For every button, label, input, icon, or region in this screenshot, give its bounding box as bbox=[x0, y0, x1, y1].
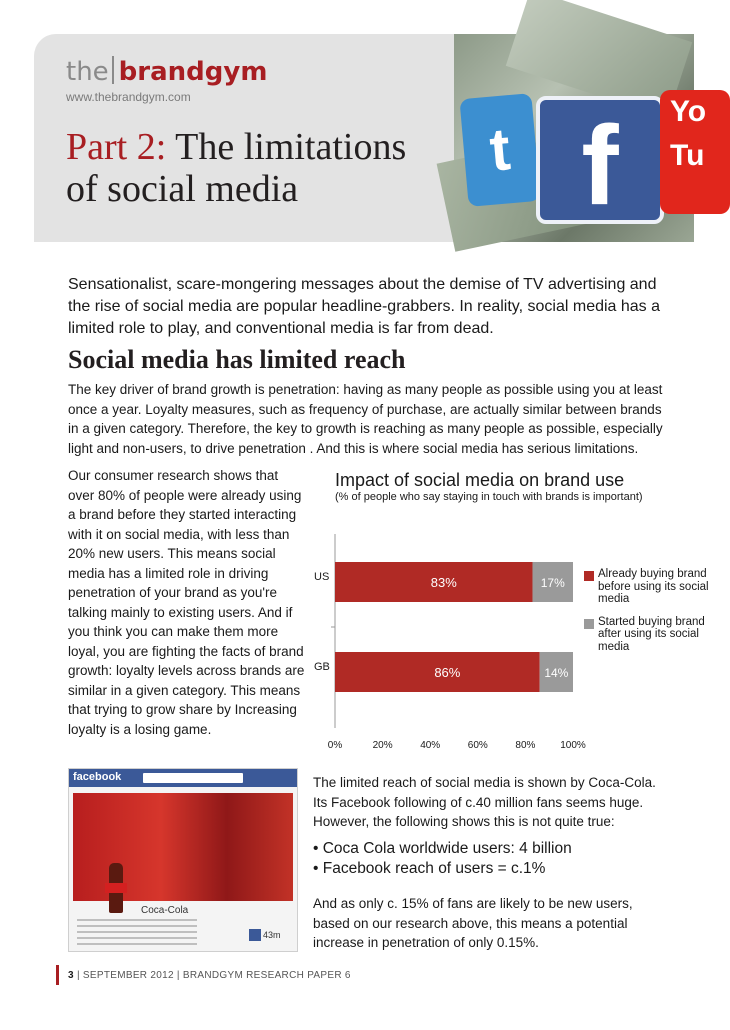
bullet-item: • Facebook reach of users = c.1% bbox=[313, 860, 546, 877]
facebook-wordmark: facebook bbox=[73, 771, 122, 783]
title-line-1: The limitations bbox=[175, 126, 407, 168]
page-footer bbox=[68, 970, 351, 981]
website-url: www.thebrandgym.com bbox=[66, 90, 191, 104]
chart-tick-label: 40% bbox=[420, 740, 441, 751]
chart-data-label: 86% bbox=[434, 665, 461, 680]
brand-use-chart bbox=[300, 514, 600, 754]
legend-label: Started buying brand after using its social media bbox=[598, 615, 705, 653]
chart-tick-label: 60% bbox=[467, 740, 488, 751]
legend-swatch bbox=[584, 571, 594, 581]
facebook-search-box bbox=[143, 773, 243, 783]
facebook-header-bar bbox=[69, 769, 297, 787]
page-number: 3 bbox=[68, 970, 74, 981]
coke-bottle-label bbox=[105, 883, 127, 893]
social-media-money-photo bbox=[454, 34, 707, 242]
lede-paragraph: Sensationalist, scare-mongering messages about the demise of TV advertising and the rise of social media are popular headline-grabbers. In reality, social media has a limited role to play, and conventional media is far from dead. bbox=[68, 276, 661, 337]
footer-text: | SEPTEMBER 2012 | BRANDGYM RESEARCH PAPER 6 bbox=[73, 970, 351, 981]
chart-subtitle: (% of people who say staying in touch with brands is important) bbox=[335, 491, 643, 503]
facebook-likes-count: 43m bbox=[263, 930, 281, 940]
chart-tick-label: 0% bbox=[327, 740, 343, 751]
legend-item bbox=[584, 616, 714, 654]
coca-cola-facebook-screenshot bbox=[68, 768, 298, 952]
legend-label: Already buying brand before using its social media bbox=[598, 568, 709, 605]
chart-data-label: 83% bbox=[430, 575, 457, 590]
footer-rule bbox=[56, 965, 59, 985]
bullet-list bbox=[313, 839, 572, 879]
facebook-page-text bbox=[77, 919, 197, 945]
bullet-item: • Coca Cola worldwide users: 4 billion bbox=[313, 840, 572, 857]
chart-tick-label: 80% bbox=[515, 740, 536, 751]
chart-title: Impact of social media on brand use bbox=[335, 470, 625, 490]
chart-legend bbox=[584, 568, 714, 663]
chart-tick-label: 100% bbox=[560, 740, 586, 751]
title-line-2: of social media bbox=[66, 168, 299, 210]
youtube-icon: Yo Tu bbox=[660, 90, 730, 214]
research-paragraph: Our consumer research shows that over 80% of people were already using a brand before they started interacting with it on social media, with less than 20% new users. This means social media has a limited role in driving penetration of your brand as you're talking mainly to existing users. And if you think you can make them more loyal, you are fighting the facts of brand growth: loyalty levels across brands are similar in a given category. This means that trying to grow share by Increasing loyalty is a losing game. bbox=[68, 468, 305, 737]
facebook-page-name: Coca-Cola bbox=[141, 905, 189, 916]
logo-the: the bbox=[66, 57, 109, 87]
chart-data-label: 17% bbox=[540, 576, 565, 590]
intro-paragraph: The key driver of brand growth is penetration: having as many people as possible using you at least once a year. Loyalty measures, such as frequency of purchase, are actually similar between brands in a given category. Therefore, the key to growth is reaching as many people as possible, especially light and non-users, to drive penetration . And this is where social media has serious limitations. bbox=[68, 382, 663, 456]
chart-data-label: 14% bbox=[544, 666, 569, 680]
closing-paragraph: And as only c. 15% of fans are likely to be new users, based on our research above, this means a potential increase in penetration of only 0.15%. bbox=[313, 896, 633, 950]
header-banner bbox=[34, 34, 707, 242]
title-part-number: Part 2: bbox=[66, 126, 167, 168]
page-title bbox=[66, 126, 406, 210]
section-heading: Social media has limited reach bbox=[68, 345, 406, 374]
legend-swatch bbox=[584, 619, 594, 629]
legend-item bbox=[584, 568, 714, 606]
chart-category-label: US bbox=[314, 571, 330, 583]
chart-category-label: GB bbox=[314, 661, 330, 673]
facebook-icon: f bbox=[536, 96, 664, 224]
logo-brandgym: brandgym bbox=[118, 57, 268, 87]
twitter-icon: t bbox=[459, 93, 540, 207]
chart-tick-label: 20% bbox=[372, 740, 393, 751]
likes-icon bbox=[249, 929, 261, 941]
coca-cola-paragraph: The limited reach of social media is shown by Coca-Cola. Its Facebook following of c.40 million fans seems huge. However, the following shows this is not quite true: bbox=[313, 775, 656, 829]
brandgym-logo bbox=[66, 56, 267, 87]
logo-divider bbox=[112, 56, 114, 84]
